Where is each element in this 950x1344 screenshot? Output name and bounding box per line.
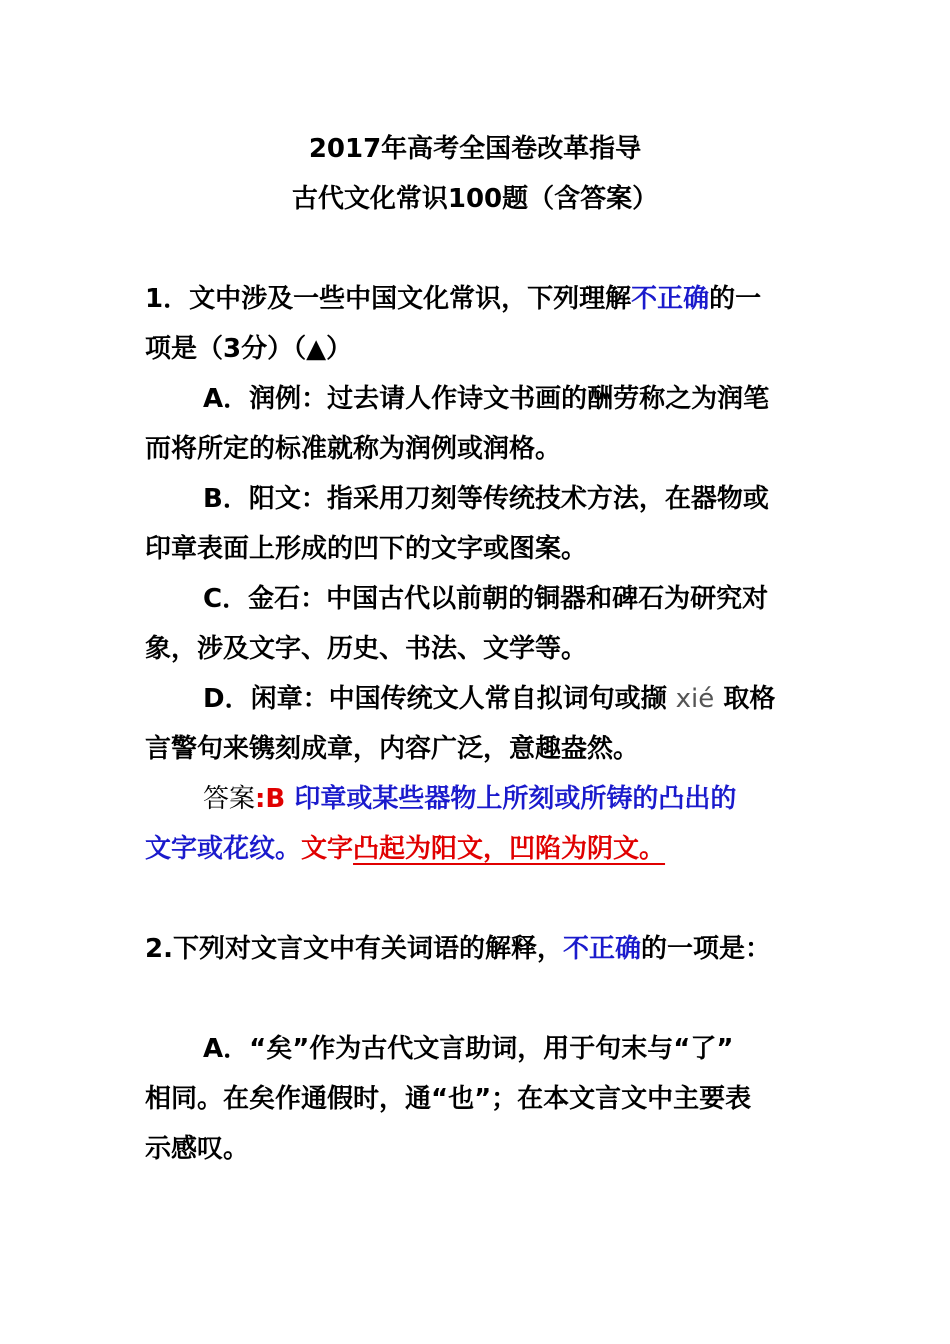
q1-option-b-line2: 印章表面上形成的凹下的文字或图案。: [145, 534, 588, 564]
q1-stem-emphasis: 不正确: [631, 284, 710, 314]
q2-stem-text-end: 的一项是：: [640, 934, 771, 964]
q1-answer-explanation: 印章或某些器物上所刻或所铸的凸出的: [294, 784, 737, 814]
q1-option-c-line1: C．金石：中国古代以前朝的铜器和碑石为研究对: [203, 584, 769, 614]
q1-option-d-text: D．闲章：中国传统文人常自拟词句或撷: [203, 684, 667, 714]
q2-option-a-line3: 示感叹。: [145, 1134, 250, 1164]
q1-answer-note-start: 文字: [301, 834, 354, 864]
q1-answer-line1: [203, 781, 736, 817]
q1-option-d-line1: [203, 681, 775, 717]
q1-answer-line2: [145, 831, 665, 867]
q2-option-a-line1: A．“矣”作为古代文言助词，用于句末与“了”: [203, 1034, 734, 1064]
q1-option-d-pinyin: xié: [675, 684, 715, 714]
q1-option-a-line1: A．润例：过去请人作诗文书画的酬劳称之为润笔: [203, 384, 770, 414]
document-subtitle: 古代文化常识100题（含答案）: [291, 184, 659, 214]
q2-stem-text: 2.下列对文言文中有关词语的解释，: [145, 934, 563, 964]
q1-answer-letter: B: [265, 784, 286, 814]
q1-stem-line2: 项是（3分）（▲）: [145, 334, 353, 364]
q1-option-a-line2: 而将所定的标准就称为润例或润格。: [145, 434, 562, 464]
q1-answer-note: 凸起为阳文，凹陷为阴文。: [353, 834, 666, 864]
q1-option-c-line2: 象，涉及文字、历史、书法、文学等。: [145, 634, 588, 664]
q2-option-a-line2: 相同。在矣作通假时，通“也”；在本文言文中主要表: [145, 1084, 752, 1114]
q1-answer-label: 答案: [203, 784, 256, 814]
q1-answer-explanation-end: 文字或花纹。: [145, 834, 302, 864]
q1-option-b-line1: B．阳文：指采用刀刻等传统技术方法，在器物或: [203, 484, 769, 514]
q1-stem-line1: [145, 281, 761, 317]
q1-option-d-line2: 言警句来镌刻成章，内容广泛，意趣盎然。: [145, 734, 640, 764]
q2-stem: [145, 931, 771, 967]
q1-stem-text: 1．文中涉及一些中国文化常识，下列理解: [145, 284, 632, 314]
document-title: 2017年高考全国卷改革指导: [308, 134, 642, 164]
q1-option-d-text-end: 取格: [723, 684, 776, 714]
q1-answer-colon: :: [255, 784, 266, 814]
q2-stem-emphasis: 不正确: [562, 934, 641, 964]
q1-stem-text-end: 的一: [709, 284, 762, 314]
